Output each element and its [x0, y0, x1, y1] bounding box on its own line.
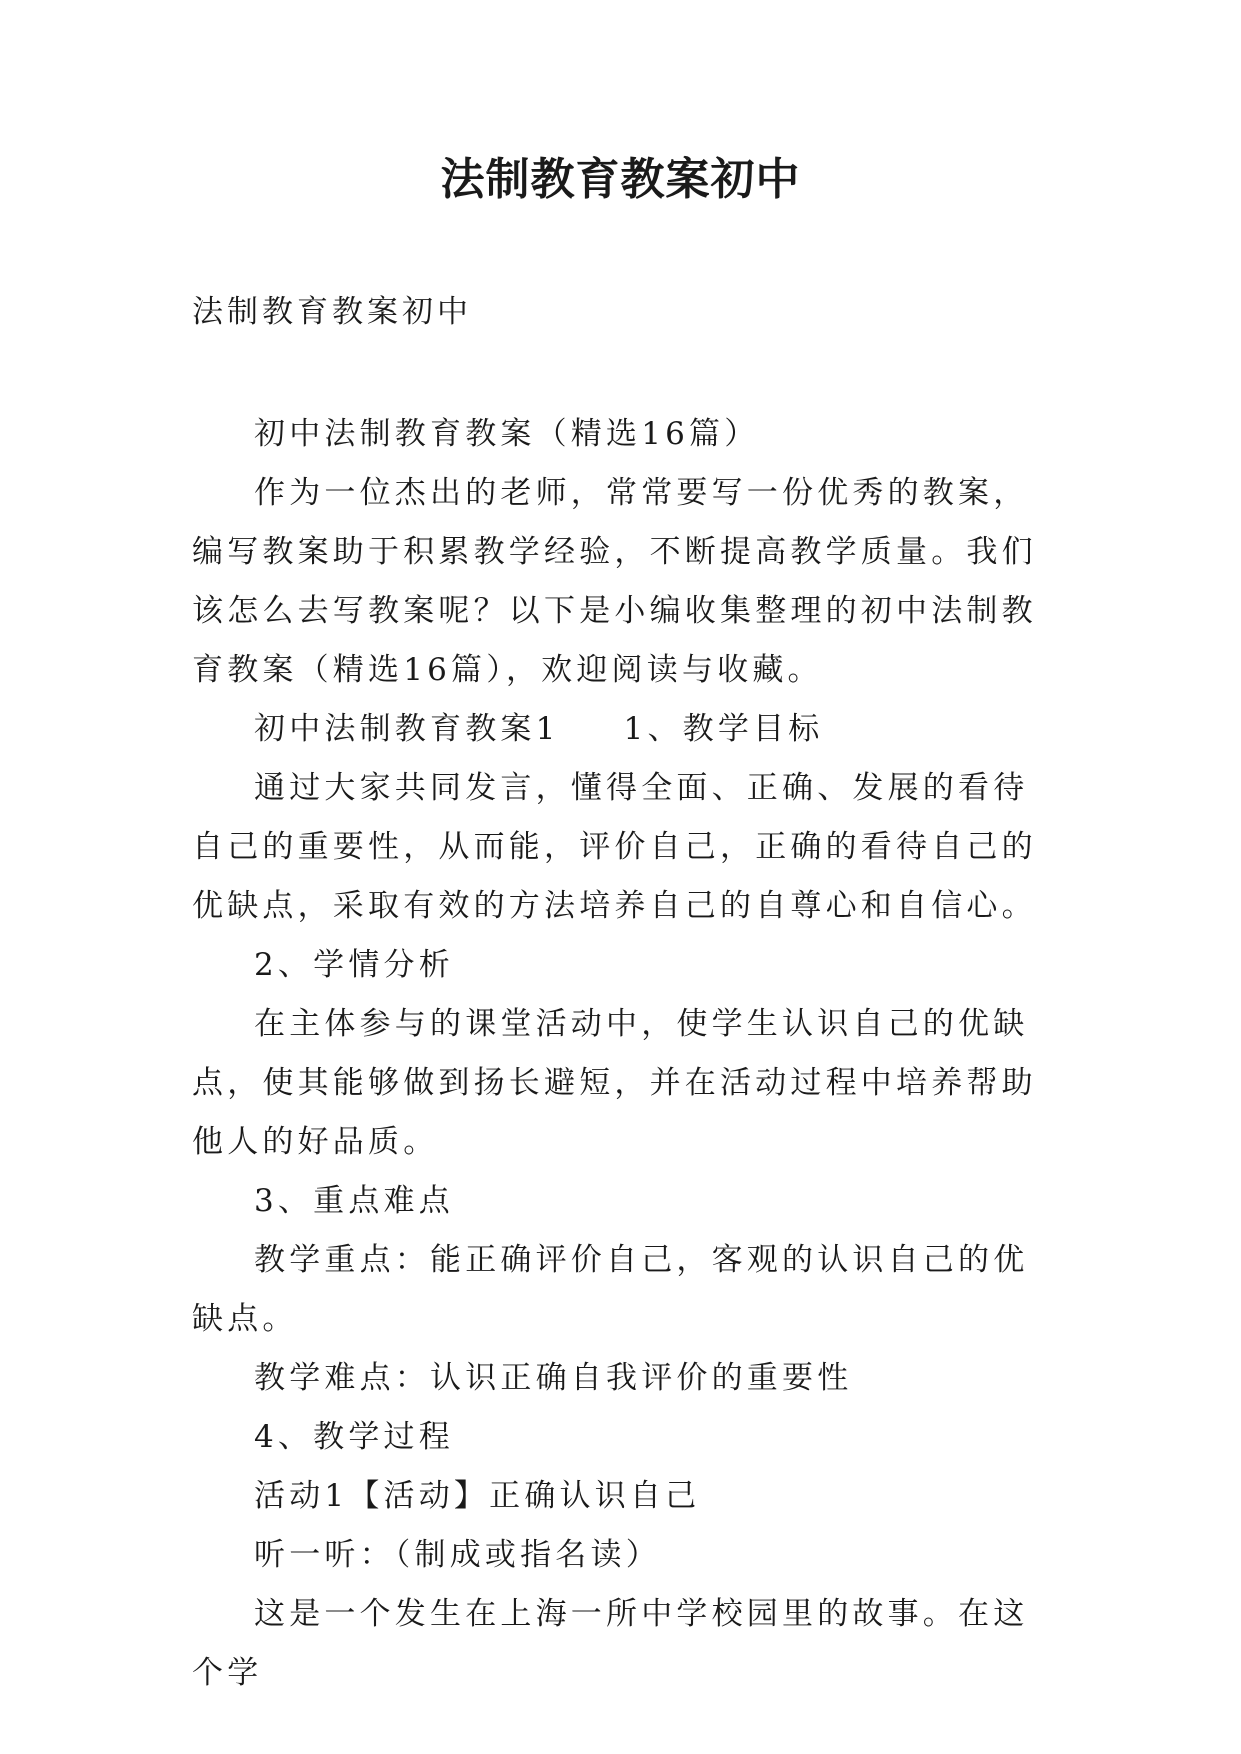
- document-subtitle: 法制教育教案初中: [192, 294, 472, 330]
- analysis-heading: 2、学情分析: [254, 947, 454, 983]
- process-heading: 4、教学过程: [254, 1419, 454, 1455]
- document-body: [192, 405, 1052, 1703]
- collection-heading: 初中法制教育教案（精选16篇）: [254, 416, 760, 452]
- document-title: 法制教育教案初中: [440, 154, 801, 205]
- listen-line: 听一听：（制成或指名读）: [254, 1537, 661, 1573]
- objectives-heading: 1、教学目标: [623, 711, 824, 747]
- key-difficult-heading: 3、重点难点: [254, 1183, 454, 1219]
- intro-paragraph: 作为一位杰出的老师，常常要写一份优秀的教案，编写教案助于积累教学经验，不断提高教学质量。我们该怎么去写教案呢？以下是小编收集整理的初中法制教育教案（精选16篇），欢迎阅读与收藏。: [192, 475, 1037, 688]
- objectives-paragraph: 通过大家共同发言，懂得全面、正确、发展的看待自己的重要性，从而能，评价自己，正确的看待自己的优缺点，采取有效的方法培养自己的自尊心和自信心。: [192, 770, 1037, 924]
- analysis-paragraph: 在主体参与的课堂活动中，使学生认识自己的优缺点，使其能够做到扬长避短，并在活动过程中培养帮助他人的好品质。: [192, 1006, 1037, 1160]
- key-point-line: 教学重点：能正确评价自己，客观的认识自己的优缺点。: [192, 1242, 1029, 1337]
- story-line: 这是一个发生在上海一所中学校园里的故事。在这个学: [192, 1596, 1029, 1691]
- section-line: [192, 700, 1052, 759]
- difficult-point-line: 教学难点：认识正确自我评价的重要性: [254, 1360, 853, 1396]
- section-title: 初中法制教育教案1: [254, 711, 560, 747]
- activity-line: 活动1【活动】正确认识自己: [254, 1478, 701, 1514]
